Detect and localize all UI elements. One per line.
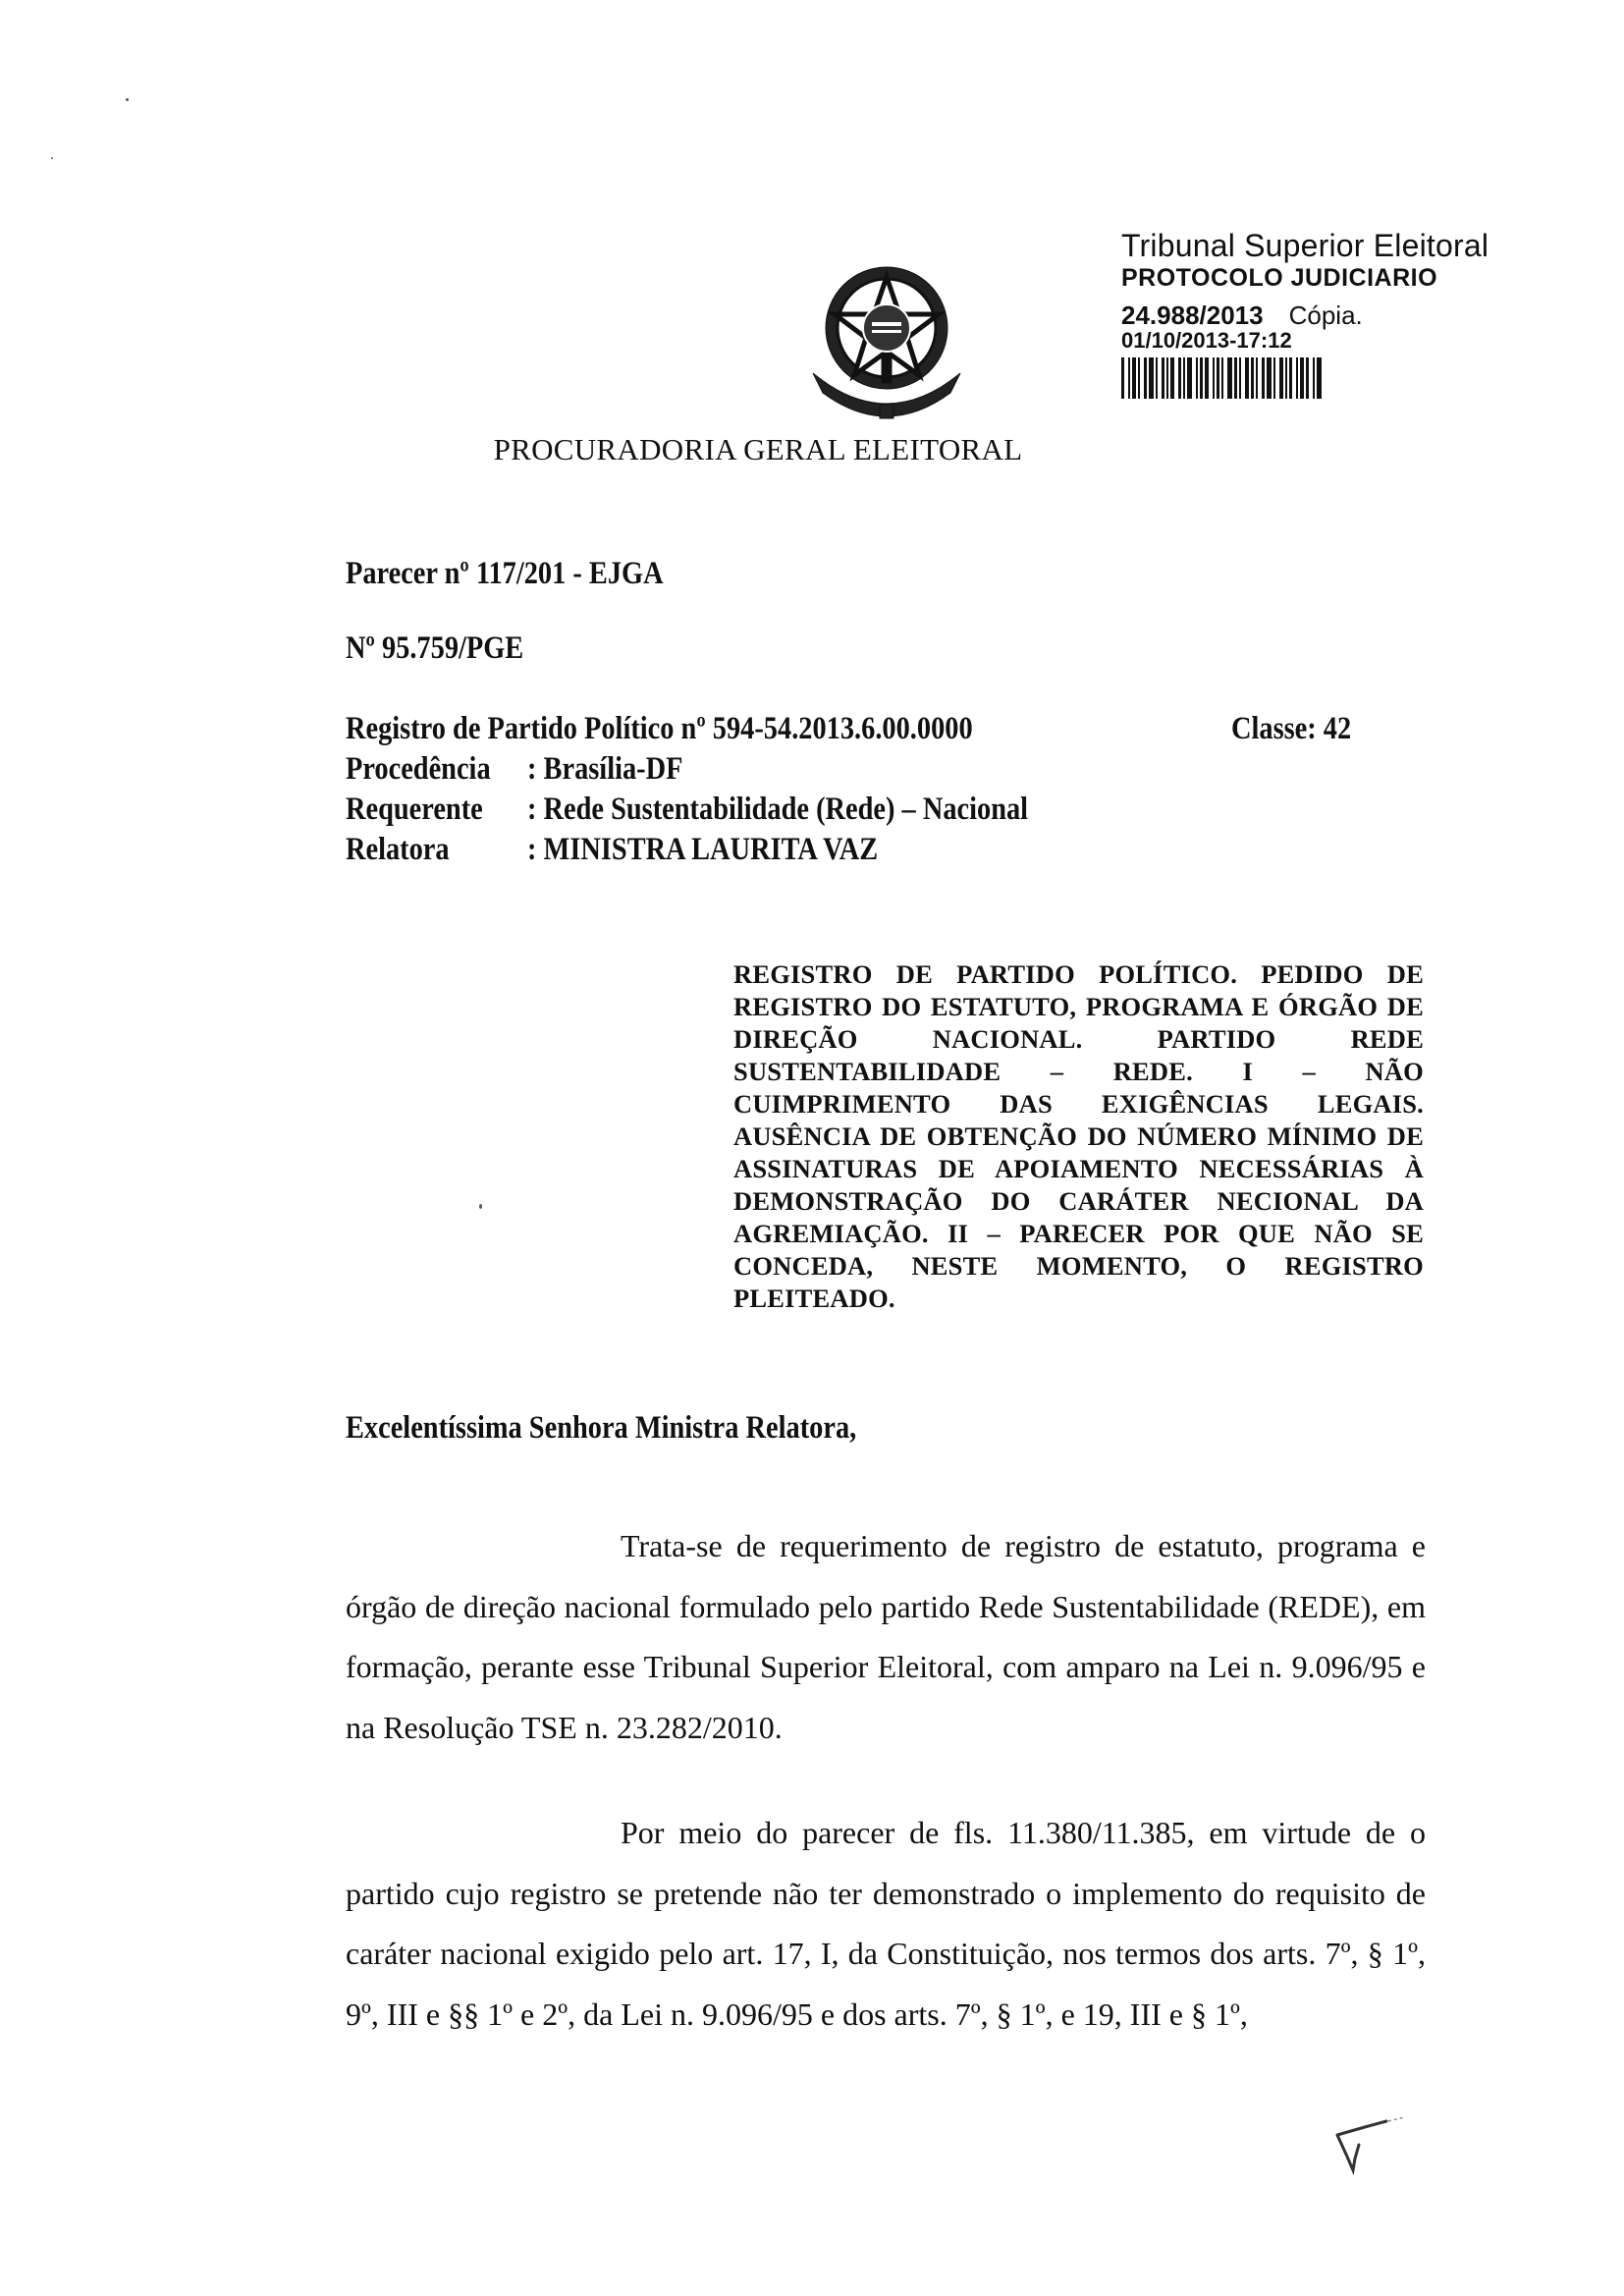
- barcode-bar: [1306, 357, 1309, 399]
- field-label: Relatora: [346, 832, 450, 867]
- parecer-number-text: Parecer nº 117/201 - EJGA: [346, 556, 664, 591]
- registro-row: [346, 709, 1426, 749]
- stamp-protocol-number: 24.988/2013: [1121, 301, 1264, 330]
- pge-number: [346, 630, 553, 667]
- field-label: Requerente: [346, 792, 483, 827]
- coat-of-arms-icon: [803, 247, 970, 424]
- body-paragraph-1: Trata-se de requerimento de registro de estatuto, programa e órgão de direção nacional formulado pelo partido Rede Sustentabilidade (REDE), em formação, perante esse Tribunal Superior Eleitoral, com amparo na Lei n. 9.096/95 e na Resolução TSE n. 23.282/2010.: [346, 1528, 1426, 1745]
- stamp-court: Tribunal Superior Eleitoral: [1121, 228, 1489, 263]
- stamp-protocol-line: [1121, 299, 1534, 332]
- stamp-department: PROTOCOLO JUDICIARIO: [1121, 264, 1438, 292]
- ementa-summary: REGISTRO DE PARTIDO POLÍTICO. PEDIDO DE REGISTRO DO ESTATUTO, PROGRAMA E ÓRGÃO DE DIREÇÃO NACIONAL. PARTIDO REDE SUSTENTABILIDADE – REDE. I – NÃO CUIMPRIMENTO DAS EXIGÊNCIAS LEGAIS. AUSÊNCIA DE OBTENÇÃO DO NÚMERO MÍNIMO DE ASSINATURAS DE APOIAMENTO NECESSÁRIAS À DEMONSTRAÇÃO DO CARÁTER NECIONAL DA AGREMIAÇÃO. II – PARECER POR QUE NÃO SE CONCEDA, NESTE MOMENTO, O REGISTRO PLEITEADO.: [733, 959, 1424, 1313]
- barcode-bar: [1285, 357, 1287, 399]
- barcode-bar: [1183, 357, 1185, 399]
- scan-speck: [126, 98, 129, 101]
- barcode-bar: [1144, 357, 1147, 399]
- organization-title: [0, 432, 1624, 467]
- field-value: : Brasília-DF: [527, 751, 683, 787]
- barcode-bar: [1313, 357, 1315, 399]
- field-value: : MINISTRA LAURITA VAZ: [527, 832, 879, 867]
- barcode-bar: [1234, 357, 1237, 399]
- barcode-bar: [1156, 357, 1158, 399]
- barcode-bar: [1166, 357, 1168, 399]
- field-row-procedencia: [346, 749, 1426, 790]
- field-row-requerente: [346, 790, 1426, 830]
- barcode-bar: [1279, 357, 1283, 399]
- barcode-bar: [1170, 357, 1174, 399]
- barcode-bar: [1267, 357, 1272, 399]
- stamp-datetime: 01/10/2013-17:12: [1121, 328, 1292, 353]
- barcode-bar: [1217, 357, 1219, 399]
- classe-text: Classe: 42: [1231, 711, 1352, 746]
- organization-name: PROCURADORIA GERAL ELEITORAL: [493, 432, 1023, 466]
- barcode-bar: [1273, 357, 1275, 399]
- barcode-bar: [1262, 357, 1265, 399]
- barcode-bar: [1121, 357, 1124, 399]
- barcode-bar: [1300, 357, 1304, 399]
- registro-text: Registro de Partido Político nº 594-54.2013.6.00.0000: [346, 711, 973, 746]
- barcode-bar: [1296, 357, 1298, 399]
- barcode-bar: [1200, 357, 1203, 399]
- barcode-bar: [1205, 357, 1209, 399]
- scan-speck: [51, 157, 53, 159]
- parecer-number: [346, 556, 715, 592]
- barcode-icon: [1121, 357, 1386, 399]
- barcode-bar: [1289, 357, 1292, 399]
- barcode-bar: [1227, 357, 1232, 399]
- barcode-bar: [1256, 357, 1258, 399]
- barcode-bar: [1128, 357, 1130, 399]
- barcode-bar: [1317, 357, 1322, 399]
- body-paragraph-2: Por meio do parecer de fls. 11.380/11.385, em virtude de o partido cujo registro se pretende não ter demonstrado o implemento do requisito de caráter nacional exigido pelo art. 17, I, da Constituição, nos termos dos arts. 7º, § 1º, 9º, III e §§ 1º e 2º, da Lei n. 9.096/95 e dos arts. 7º, § 1º, e 19, III e § 1º,: [346, 1815, 1426, 2032]
- salutation: [346, 1410, 940, 1447]
- signature-rubric-icon: [1326, 2117, 1424, 2186]
- barcode-bar: [1239, 357, 1241, 399]
- barcode-bar: [1138, 357, 1140, 399]
- barcode-bar: [1221, 357, 1223, 399]
- pge-number-text: Nº 95.759/PGE: [346, 630, 524, 666]
- stamp-copy-label: Cópia.: [1288, 301, 1363, 330]
- barcode-bar: [1162, 357, 1164, 399]
- scan-speck: [479, 1204, 482, 1209]
- field-label: Procedência: [346, 751, 491, 787]
- field-row-relatora: [346, 830, 1426, 870]
- barcode-bar: [1187, 357, 1192, 399]
- barcode-bar: [1149, 357, 1154, 399]
- barcode-bar: [1132, 357, 1136, 399]
- barcode-bar: [1196, 357, 1198, 399]
- barcode-bar: [1213, 357, 1215, 399]
- barcode-bar: [1178, 357, 1181, 399]
- protocol-stamp: [1121, 228, 1534, 399]
- barcode-bar: [1245, 357, 1249, 399]
- barcode-bar: [1251, 357, 1254, 399]
- salutation-text: Excelentíssima Senhora Ministra Relatora,: [346, 1410, 857, 1446]
- case-header: [346, 709, 1426, 870]
- field-value: : Rede Sustentabilidade (Rede) – Nacional: [527, 792, 1029, 827]
